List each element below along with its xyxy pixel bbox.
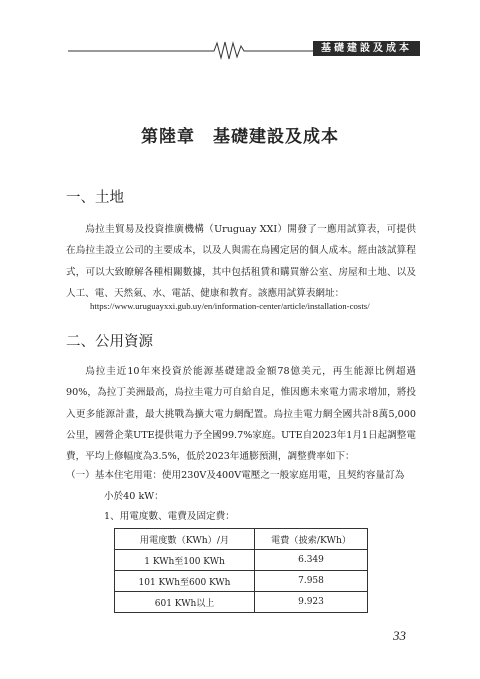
table-row: [115, 592, 368, 613]
calculator-url-link[interactable]: https://www.uruguayxxi.gub.uy/en/information-center/article/installation-costs/: [90, 301, 370, 311]
paragraph-utilities-text: 烏拉圭近10年來投資於能源基礎建設金額78億美元，再生能源比例超過90%，為拉丁美洲最高，烏拉圭電力可自給自足，惟因應未來電力需求增加，將投入更多能源計畫，最大挑戰為擴大電力網配置。烏拉圭電力網全國共計8萬5,000公里，國營企業UTE提供電力予全國99.7%家庭。UTE自2023年1月1日起調整電費，平均上修幅度為3.5%，低於2023年通膨預測，調整費率如下：: [66, 366, 416, 463]
table-cell: 601 KWh以上: [115, 592, 255, 613]
electricity-rate-table: [114, 528, 368, 613]
table-row: [115, 571, 368, 592]
table-cell: 9.923: [255, 592, 368, 613]
paragraph-utilities: [66, 361, 416, 467]
column-header-consumption: 用電度數（KWh）/月: [115, 529, 255, 550]
paragraph-land-text: 烏拉圭貿易及投資推廣機構（Uruguay XXI）開發了一應用試算表，可提供在烏拉圭設立公司的主要成本，以及人與需在烏國定居的個人成本。經由該試算程式，可以大致瞭解各種相關數據，其中包括租賃和購買辦公室、房屋和土地、以及人工、電、天然氣、水、電話、健康和教育。該應用試算表網址：: [66, 224, 416, 299]
table-cell: 1 KWh至100 KWh: [115, 550, 255, 571]
table-cell: 7.958: [255, 571, 368, 592]
table-cell: 101 KWh至600 KWh: [115, 571, 255, 592]
running-header: [68, 38, 420, 60]
column-header-rate: 電費（披索/KWh）: [255, 529, 368, 550]
item-residential-line2: 小於40 kW：: [104, 491, 164, 502]
page-number: 33: [393, 628, 406, 643]
table-row: [115, 550, 368, 571]
table-cell: 6.349: [255, 550, 368, 571]
sub-item-consumption: 1、用電度數、電費及固定費：: [104, 511, 235, 522]
header-label: 基礎建設及成本: [313, 41, 420, 56]
item-residential-line1: （一）基本住宅用電：使用230V及400V電壓之一般家庭用電，且契約容量訂為: [66, 470, 405, 481]
section-title-utilities: 二、公用資源: [66, 334, 153, 350]
table-header-row: [115, 529, 368, 550]
chapter-title: 第陸章 基礎建設及成本: [141, 127, 339, 147]
section-title-land: 一、土地: [66, 190, 124, 206]
paragraph-land: [66, 219, 416, 304]
